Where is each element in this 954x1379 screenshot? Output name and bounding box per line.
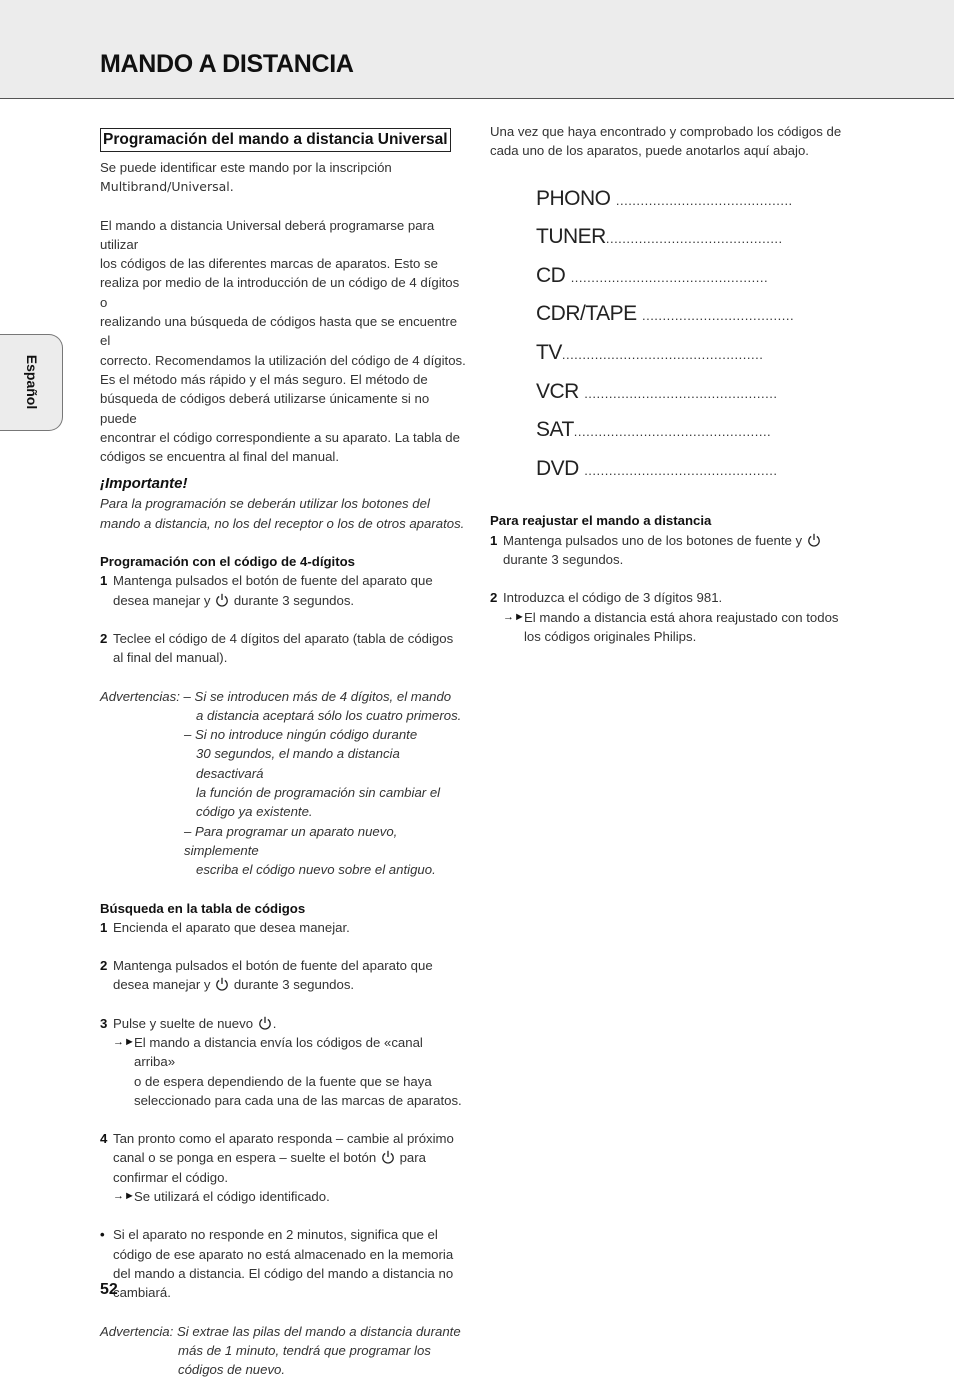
- step-line: Mantenga pulsados el botón de fuente del aparato que: [113, 958, 433, 974]
- bullet-icon: •: [100, 1227, 105, 1243]
- search-step-4: [100, 1129, 466, 1206]
- step-number: 2: [490, 590, 498, 606]
- device-row-tv: [536, 343, 809, 382]
- page-number: 52: [100, 1281, 118, 1298]
- step-line: [113, 591, 466, 610]
- section-title: Programación del mando a distancia Universal: [100, 128, 451, 152]
- intro-line: cada uno de los aparatos, puede anotarlos aquí abajo.: [490, 143, 809, 159]
- device-row-sat: [536, 420, 809, 459]
- step-number: 4: [100, 1131, 108, 1147]
- body-line: los códigos de las diferentes marcas de aparatos. Esto se: [100, 256, 438, 272]
- result-line: seleccionado para cada una de las marcas de aparatos.: [134, 1092, 462, 1108]
- intro-line: Una vez que haya encontrado y comprobado los códigos de: [490, 124, 842, 139]
- device-row-cdr-tape: [536, 304, 809, 343]
- step-text: .: [272, 1015, 277, 1031]
- result-line: o de espera dependiendo de la fuente que se haya: [134, 1073, 432, 1089]
- language-tab-label: Español: [24, 354, 40, 410]
- device-name: DVD: [536, 458, 579, 480]
- step-text: durante 3 segundos.: [233, 977, 355, 993]
- search-step-2: [100, 956, 466, 995]
- result-line: Se utilizará el código identificado.: [134, 1189, 330, 1205]
- body-line: realizando una búsqueda de códigos hasta que se encuentre el: [100, 314, 458, 349]
- step-line: [113, 1148, 466, 1167]
- result-note: [113, 1033, 466, 1110]
- device-name: CD: [536, 265, 566, 287]
- step-line: Encienda el aparato que desea manejar.: [113, 919, 350, 935]
- device-name: SAT: [536, 420, 574, 442]
- device-row-dvd: [536, 459, 809, 498]
- step-text: para: [399, 1150, 426, 1166]
- device-name: TUNER: [536, 227, 606, 249]
- important-line: mando a distancia, no los del receptor o los de otros aparatos.: [100, 515, 465, 531]
- bullet-line: cambiará.: [113, 1285, 171, 1301]
- four-digit-heading: Programación con el código de 4-dígitos: [100, 554, 355, 570]
- device-row-vcr: [536, 382, 809, 421]
- four-digit-step-2: [100, 629, 466, 668]
- search-step-1: [100, 918, 466, 937]
- fill-line: .....................................: [641, 308, 795, 324]
- body-line: realiza por medio de la introducción de un código de 4 dígitos o: [100, 275, 460, 310]
- arrow-icon: →►: [113, 1035, 135, 1048]
- body-line: El mando a distancia Universal deberá programarse para utilizar: [100, 217, 435, 252]
- step-line: Teclee el código de 4 dígitos del aparato (tabla de códigos: [113, 630, 454, 646]
- step-line: Introduzca el código de 3 dígitos 981.: [503, 590, 723, 606]
- power-icon: [258, 1016, 272, 1030]
- result-line: El mando a distancia está ahora reajustado con todos: [524, 609, 839, 625]
- final-warning: [100, 1322, 466, 1379]
- step-text: Mantenga pulsados uno de los botones de fuente y: [503, 532, 803, 548]
- fill-line: ...........................................: [615, 192, 793, 208]
- reset-step-1: [490, 531, 850, 570]
- step-line: Tan pronto como el aparato responda – cambie al próximo: [113, 1131, 454, 1147]
- step-number: 2: [100, 958, 108, 974]
- device-code-list: [490, 189, 850, 498]
- power-icon: [215, 977, 229, 991]
- step-line: al final del manual).: [113, 650, 228, 666]
- warning-line: Advertencias: – Si se introducen más de 4 dígitos, el mando: [100, 688, 452, 704]
- bullet-item: [100, 1225, 466, 1302]
- warning-line: códigos de nuevo.: [178, 1362, 286, 1378]
- warning-line: escriba el código nuevo sobre el antiguo.: [196, 862, 436, 878]
- warning-line: – Para programar un aparato nuevo, simplemente: [184, 823, 398, 858]
- power-icon: [807, 533, 821, 547]
- arrow-icon: →►: [113, 1190, 135, 1203]
- step-line: [113, 975, 466, 994]
- important-line: Para la programación se deberán utilizar los botones del: [100, 496, 430, 512]
- intro-line: Multibrand/Universal.: [100, 179, 234, 195]
- fill-line: ...............................................: [584, 385, 778, 401]
- bullet-line: del mando a distancia. El código del mando a distancia no: [113, 1265, 454, 1281]
- device-row-phono: [536, 189, 809, 228]
- power-icon: [381, 1150, 395, 1164]
- arrow-icon: →►: [503, 610, 525, 623]
- body-line: encontrar el código correspondiente a su aparato. La tabla de: [100, 429, 460, 445]
- bullet-line: código de ese aparato no está almacenado en la memoria: [113, 1246, 454, 1262]
- warning-line: a distancia aceptará sólo los cuatro primeros.: [196, 707, 462, 723]
- four-digit-step-1: [100, 571, 466, 610]
- step-number: 1: [490, 532, 498, 548]
- device-name: CDR/TAPE: [536, 304, 637, 326]
- fill-line: .................................................: [561, 346, 764, 362]
- intro-line: Se puede identificar este mando por la inscripción: [100, 160, 392, 175]
- step-line: confirmar el código.: [113, 1169, 229, 1185]
- fill-line: ................................................: [573, 424, 772, 440]
- search-step-3: [100, 1014, 466, 1110]
- body-line: correcto. Recomendamos la utilización del código de 4 dígitos.: [100, 352, 466, 368]
- device-row-cd: [536, 266, 809, 305]
- warnings-note: [100, 687, 466, 880]
- step-line: Mantenga pulsados el botón de fuente del aparato que: [113, 573, 433, 589]
- page-title: MANDO A DISTANCIA: [100, 50, 354, 78]
- step-text: canal o se ponga en espera – suelte el botón: [113, 1150, 377, 1166]
- device-name: PHONO: [536, 188, 611, 210]
- result-note: [503, 608, 850, 647]
- warning-line: Advertencia: Si extrae las pilas del mando a distancia durante: [100, 1323, 461, 1339]
- warning-line: código ya existente.: [196, 804, 313, 820]
- reset-heading: Para reajustar el mando a distancia: [490, 513, 712, 529]
- step-text: durante 3 segundos.: [233, 592, 355, 608]
- warning-line: más de 1 minuto, tendrá que programar los: [178, 1342, 431, 1358]
- result-line: los códigos originales Philips.: [524, 628, 697, 644]
- fill-line: ...........................................: [605, 231, 783, 247]
- step-line: [503, 531, 850, 550]
- fill-line: ...............................................: [584, 462, 778, 478]
- right-column: [490, 122, 850, 646]
- step-text: desea manejar y: [113, 977, 211, 993]
- warning-line: 30 segundos, el mando a distancia desactivará: [196, 746, 400, 781]
- warning-line: – Si no introduce ningún código durante: [184, 727, 418, 743]
- step-number: 1: [100, 573, 108, 589]
- step-line: [113, 1014, 466, 1033]
- result-line: El mando a distancia envía los códigos de «canal arriba»: [134, 1034, 423, 1070]
- body-paragraph: [100, 216, 466, 467]
- power-icon: [215, 593, 229, 607]
- step-line: durante 3 segundos.: [503, 551, 624, 567]
- body-line: códigos se encuentra al final del manual.: [100, 449, 339, 465]
- step-number: 3: [100, 1015, 108, 1031]
- reset-step-2: [490, 588, 850, 646]
- step-number: 2: [100, 630, 108, 646]
- device-row-tuner: [536, 227, 809, 266]
- body-line: búsqueda de códigos deberá utilizarse únicamente si no puede: [100, 391, 430, 426]
- left-column: [100, 128, 466, 1379]
- result-note: [113, 1187, 466, 1206]
- step-number: 1: [100, 919, 108, 935]
- body-line: Es el método más rápido y el más seguro. El método de: [100, 371, 428, 387]
- important-heading: ¡Importante!: [100, 475, 188, 493]
- device-name: TV: [536, 342, 562, 364]
- step-text: Pulse y suelte de nuevo: [113, 1015, 254, 1031]
- search-heading: Búsqueda en la tabla de códigos: [100, 900, 306, 916]
- fill-line: ................................................: [570, 269, 769, 285]
- bullet-line: Si el aparato no responde en 2 minutos, significa que el: [113, 1227, 438, 1243]
- step-text: desea manejar y: [113, 592, 211, 608]
- device-name: VCR: [536, 381, 579, 403]
- warning-line: la función de programación sin cambiar el: [196, 785, 441, 801]
